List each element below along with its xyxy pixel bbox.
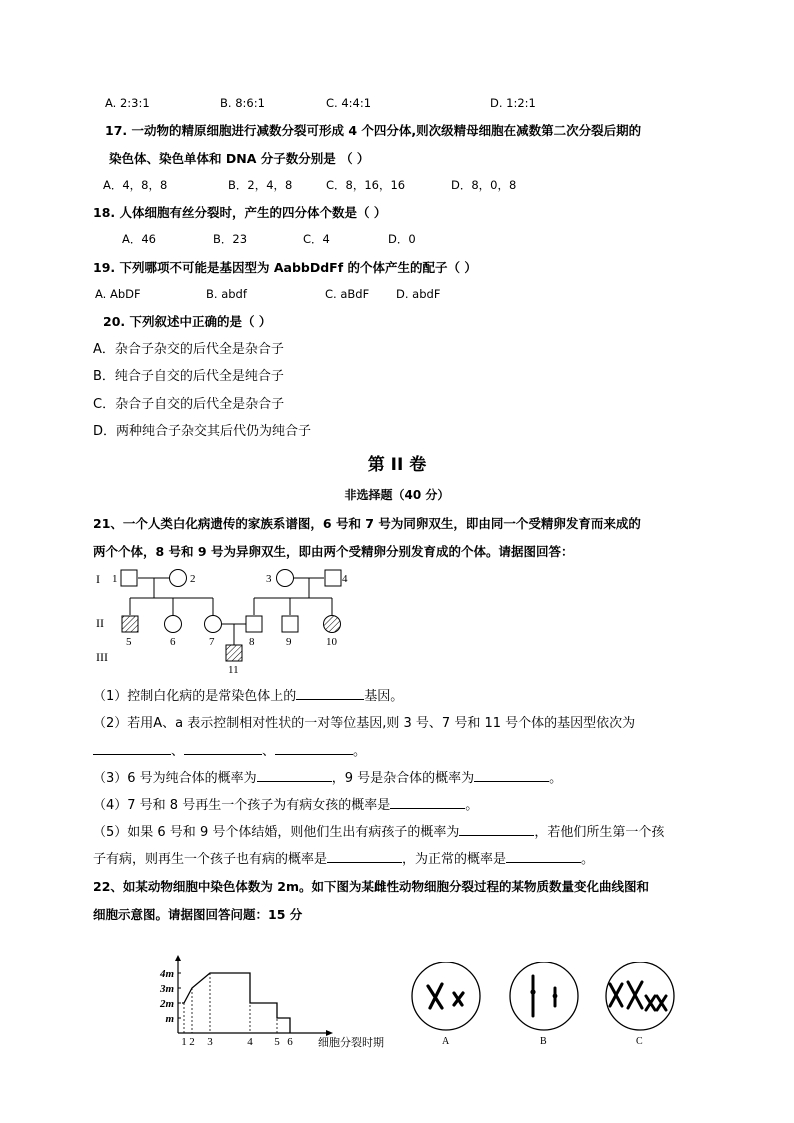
q22-stem-line2: 细胞示意图。请据图回答问题：15 分 (93, 907, 303, 922)
num-1: 1 (112, 573, 118, 585)
q21-part1: （1）控制白化病的是常染色体上的 基因。 (93, 689, 404, 704)
individual-4 (325, 570, 341, 586)
answer-blank[interactable] (327, 850, 402, 863)
y-axis-arrow (175, 955, 181, 961)
num-10: 10 (326, 636, 337, 648)
num-6: 6 (170, 636, 176, 648)
q17-option-b: B．2，4，8 (228, 178, 293, 192)
pedigree-chart (90, 565, 360, 680)
answer-blank[interactable] (184, 742, 262, 755)
data-line (182, 973, 290, 1033)
q17-option-d: D．8，0，8 (451, 178, 517, 192)
x-tick-label: 5 (274, 1036, 280, 1048)
q21-part5-line1: （5）如果 6 号和 9 号个体结婚，则他们生出有病孩子的概率为 ，若他们所生第一个孩 (93, 825, 665, 840)
x-tick-label: 4 (247, 1036, 253, 1048)
individual-10 (324, 616, 341, 633)
answer-blank[interactable] (296, 687, 364, 700)
answer-blank[interactable] (459, 823, 534, 836)
x-tick-label: 2 (189, 1036, 195, 1048)
q21-part4: （4）7 号和 8 号再生一个孩子为有病女孩的概率是 。 (93, 798, 479, 813)
cell-diagrams (408, 962, 678, 1052)
individual-11 (226, 645, 242, 661)
q19-option-b: B. abdf (206, 287, 247, 301)
num-2: 2 (190, 573, 196, 585)
num-7: 7 (209, 636, 215, 648)
y-tick-label: m (165, 1013, 174, 1025)
individual-7 (205, 616, 222, 633)
q17-option-c: C．8，16，16 (326, 178, 406, 192)
q22-stem-line1: 22、如某动物细胞中染色体数为 2m。如下图为某雌性动物细胞分裂过程的某物质数量变化曲线图和 (93, 879, 649, 894)
cell-b (510, 962, 578, 1030)
q21-part3: （3）6 号为纯合体的概率为 ，9 号是杂合体的概率为 。 (93, 771, 563, 786)
q21-stem-line2: 两个个体，8 号和 9 号为异卵双生，即由两个受精卵分别发育成的个体。请据图回答： (93, 544, 574, 559)
cell-label-c: C (636, 1036, 643, 1047)
gen-label-iii: III (96, 650, 108, 664)
y-tick-label: 3m (159, 983, 174, 995)
individual-6 (165, 616, 182, 633)
x-axis-label: 细胞分裂时期 (318, 1037, 384, 1049)
individual-9 (282, 616, 298, 632)
section-title: 第 II 卷 (367, 455, 427, 475)
x-tick-label: 1 (181, 1036, 187, 1048)
section-subtitle: 非选择题（40 分） (344, 488, 450, 502)
q18-option-d: D．0 (388, 232, 416, 246)
answer-blank[interactable] (506, 850, 581, 863)
num-8: 8 (249, 636, 255, 648)
num-9: 9 (286, 636, 292, 648)
q21-part2-line2: 、 、 。 (93, 740, 366, 759)
q18-option-b: B．23 (213, 232, 248, 246)
cell-label-a: A (442, 1036, 450, 1047)
individual-1 (121, 570, 137, 586)
num-5: 5 (126, 636, 132, 648)
q19-option-a: A. AbDF (95, 287, 141, 301)
individual-2 (170, 570, 187, 587)
gen-label-i: I (96, 572, 100, 586)
q18-option-c: C．4 (303, 232, 330, 246)
q20-option-a: A．杂合子杂交的后代全是杂合子 (93, 342, 284, 357)
q19-option-c: C. aBdF (325, 287, 370, 301)
q19-stem: 19. 下列哪项不可能是基因型为 AabbDdFf 的个体产生的配子（ ） (93, 260, 477, 275)
q21-stem-line1: 21、一个人类白化病遗传的家族系谱图，6 号和 7 号为同卵双生，即由同一个受精卵发育而来成的 (93, 516, 641, 531)
individual-8 (246, 616, 262, 632)
y-tick-label: 4m (159, 968, 174, 980)
answer-blank[interactable] (474, 769, 549, 782)
answer-blank[interactable] (257, 769, 332, 782)
x-axis-arrow (326, 1030, 333, 1036)
q17-option-a: A．4，8，8 (103, 178, 168, 192)
q17-stem-line2: 染色体、染色单体和 DNA 分子数分别是 （ ） (109, 151, 370, 166)
q20-option-c: C．杂合子自交的后代全是杂合子 (93, 397, 285, 412)
num-11: 11 (228, 664, 239, 676)
individual-5 (122, 616, 138, 632)
q16-option-c: C. 4:4:1 (326, 96, 372, 110)
q20-option-b: B．纯合子自交的后代全是纯合子 (93, 369, 284, 384)
x-tick-label: 6 (287, 1036, 293, 1048)
num-4: 4 (342, 573, 348, 585)
num-3: 3 (266, 573, 272, 585)
cell-label-b: B (540, 1036, 547, 1047)
q19-option-d: D. abdF (396, 287, 441, 301)
q20-option-d: D．两种纯合子杂交其后代仍为纯合子 (93, 424, 312, 439)
quantity-change-chart (150, 955, 410, 1050)
answer-blank[interactable] (390, 796, 465, 809)
y-tick-label: 2m (159, 998, 174, 1010)
gen-label-ii: II (96, 616, 104, 630)
cell-a (412, 962, 480, 1030)
q16-option-b: B. 8:6:1 (220, 96, 265, 110)
q18-stem: 18. 人体细胞有丝分裂时，产生的四分体个数是（ ） (93, 205, 387, 220)
q18-option-a: A．46 (122, 232, 157, 246)
q17-stem-line1: 17. 一动物的精原细胞进行减数分裂可形成 4 个四分体,则次级精母细胞在减数第二次分裂后期的 (105, 123, 642, 138)
q20-stem: 20. 下列叙述中正确的是（ ） (103, 314, 272, 329)
q16-option-d: D. 1:2:1 (490, 96, 536, 110)
q16-option-a: A. 2:3:1 (105, 96, 150, 110)
q21-part2-line1: （2）若用A、a 表示控制相对性状的一对等位基因,则 3 号、7 号和 11 号个体的基因型依次为 (93, 716, 636, 731)
answer-blank[interactable] (93, 742, 171, 755)
x-tick-label: 3 (207, 1036, 213, 1048)
answer-blank[interactable] (275, 742, 353, 755)
individual-3 (277, 570, 294, 587)
q21-part5-line2: 子有病，则再生一个孩子也有病的概率是 ，为正常的概率是 。 (93, 852, 595, 867)
